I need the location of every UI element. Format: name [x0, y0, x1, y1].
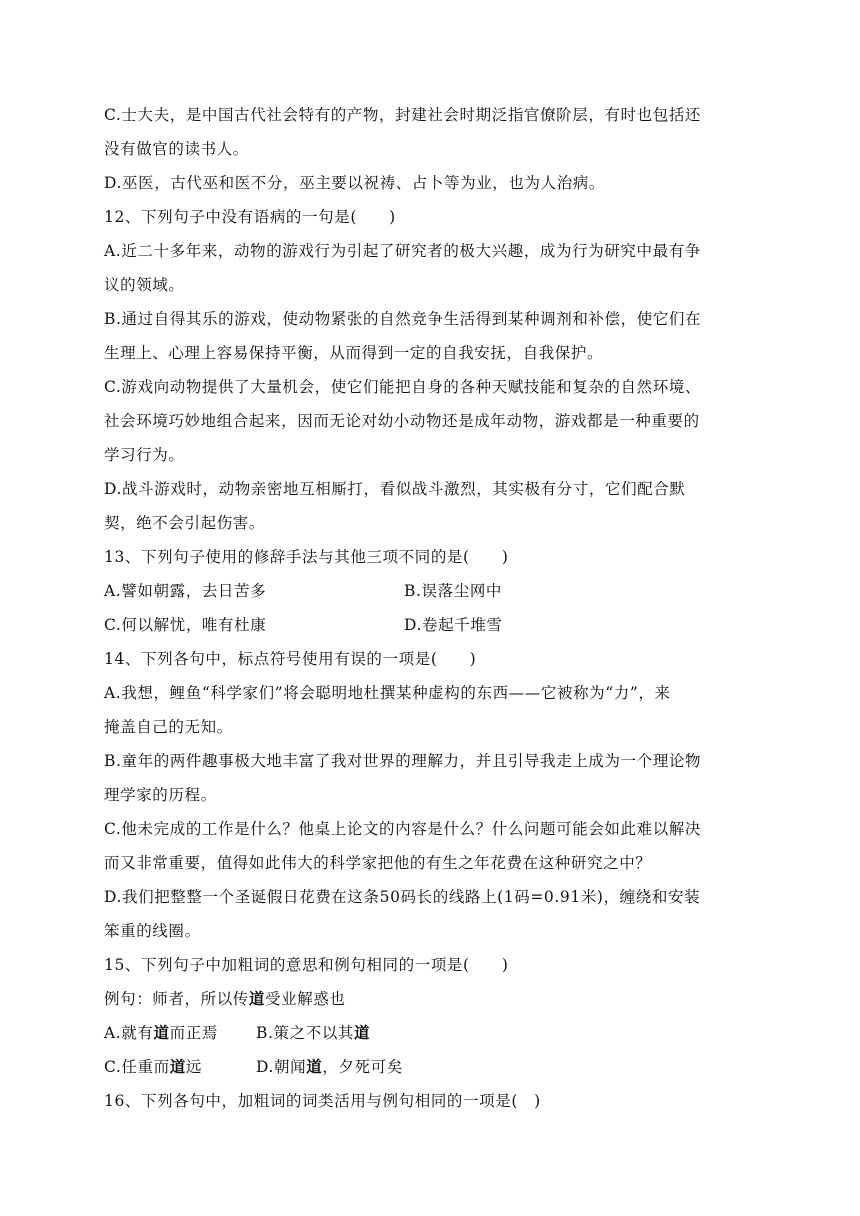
- q14-option-c-cont: 而又非常重要，值得如此伟大的科学家把他的有生之年花费在这种研究之中？: [104, 854, 652, 872]
- q15-b-pre: B.策之不以其: [256, 1024, 355, 1042]
- q15-example-pre: 例句：师者，所以传: [104, 990, 249, 1008]
- q12-option-b: B.通过自得其乐的游戏，使动物紧张的自然竞争生活得到某种调剂和补偿，使它们在: [104, 310, 702, 328]
- q15-c-pre: C.任重而: [104, 1058, 170, 1076]
- option-d-line: D.巫医，古代巫和医不分，巫主要以祝祷、占卜等为业，也为人治病。: [104, 174, 606, 192]
- q15-a-bold: 道: [153, 1023, 170, 1042]
- q13-option-b: B.误落尘网中: [404, 582, 503, 600]
- q12-option-a-cont: 议的领域。: [104, 276, 185, 294]
- option-c-line: C.士大夫，是中国古代社会特有的产物，封建社会时期泛指官僚阶层，有时也包括还: [104, 106, 702, 124]
- question-14: 14、下列各句中，标点符号使用有误的一项是( ): [104, 650, 477, 668]
- q15-example-post: 受业解惑也: [265, 990, 346, 1008]
- q12-option-b-cont: 生理上、心理上容易保持平衡，从而得到一定的自我安抚，自我保护。: [104, 344, 604, 362]
- option-c-line-cont: 没有做官的读书人。: [104, 140, 249, 158]
- q14-option-c: C.他未完成的工作是什么？他桌上论文的内容是什么？什么问题可能会如此难以解决: [104, 820, 702, 838]
- q15-a-pre: A.就有: [104, 1024, 154, 1042]
- q12-option-a: A.近二十多年来，动物的游戏行为引起了研究者的极大兴趣，成为行为研究中最有争: [104, 242, 701, 260]
- q12-option-d: D.战斗游戏时，动物亲密地互相厮打，看似战斗激烈，其实极有分寸，它们配合默: [104, 480, 686, 498]
- q15-a-post: 而正焉: [169, 1024, 218, 1042]
- q15-option-b: [256, 1022, 370, 1044]
- q12-option-c: C.游戏向动物提供了大量机会，使它们能把自身的各种天赋技能和复杂的自然环境、: [104, 378, 702, 396]
- q15-d-post: ，夕死可矣: [322, 1058, 403, 1076]
- q14-option-b-cont: 理学家的历程。: [104, 786, 217, 804]
- q14-option-d-cont: 笨重的线圈。: [104, 922, 201, 940]
- q15-d-bold: 道: [306, 1057, 323, 1076]
- q15-example: [104, 988, 346, 1010]
- q14-option-a-cont: 掩盖自己的无知。: [104, 718, 233, 736]
- q13-option-a: A.譬如朝露，去日苦多: [104, 582, 267, 600]
- question-15: 15、下列句子中加粗词的意思和例句相同的一项是( ): [104, 956, 509, 974]
- q15-option-c: [104, 1056, 202, 1078]
- q15-c-bold: 道: [169, 1057, 186, 1076]
- question-13: 13、下列句子使用的修辞手法与其他三项不同的是( ): [104, 548, 509, 566]
- q15-option-d: [256, 1056, 403, 1078]
- q12-option-c-cont: 社会环境巧妙地组合起来，因而无论对幼小动物还是成年动物，游戏都是一种重要的: [104, 412, 700, 430]
- q13-option-d: D.卷起千堆雪: [404, 616, 503, 634]
- q14-option-a: A.我想，鲤鱼“科学家们”将会聪明地杜撰某种虚构的东西——它被称为“力”，来: [104, 684, 671, 702]
- q15-d-pre: D.朝闻: [256, 1058, 307, 1076]
- question-12: 12、下列句子中没有语病的一句是( ): [104, 208, 396, 226]
- q12-option-c-cont2: 学习行为。: [104, 446, 185, 464]
- q15-example-bold: 道: [248, 989, 266, 1008]
- q13-option-c: C.何以解忧，唯有杜康: [104, 616, 267, 634]
- q14-option-b: B.童年的两件趣事极大地丰富了我对世界的理解力，并且引导我走上成为一个理论物: [104, 752, 702, 770]
- q15-c-post: 远: [185, 1058, 202, 1076]
- q15-b-bold: 道: [354, 1023, 371, 1042]
- q15-option-a: [104, 1022, 218, 1044]
- q14-option-d: D.我们把整整一个圣诞假日花费在这条50码长的线路上(1码=0.91米)，缠绕和安装: [104, 888, 701, 906]
- q12-option-d-cont: 契，绝不会引起伤害。: [104, 514, 266, 532]
- question-16: 16、下列各句中，加粗词的词类活用与例句相同的一项是( ): [104, 1092, 541, 1110]
